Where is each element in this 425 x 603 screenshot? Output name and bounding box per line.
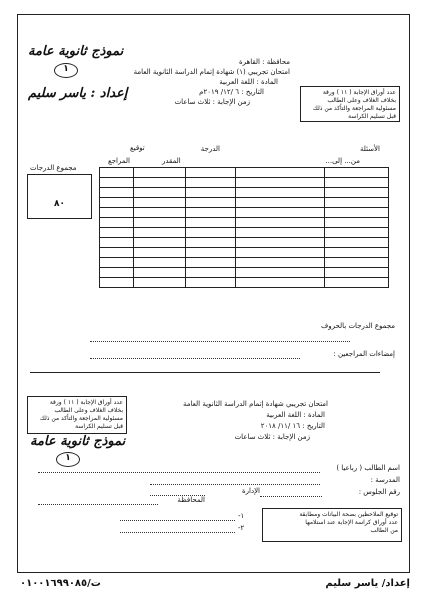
footer-phone: ت/٠١٠٠١٦٩٩٠٨٥ bbox=[20, 578, 101, 589]
grades-table-cell[interactable] bbox=[236, 258, 325, 268]
grades-table-cell[interactable] bbox=[186, 198, 236, 208]
model-number-circle: ١ bbox=[54, 63, 78, 78]
grades-table-row bbox=[100, 168, 389, 178]
grades-table-cell[interactable] bbox=[186, 208, 236, 218]
grades-table-cell[interactable] bbox=[325, 178, 389, 188]
grades-table-cell[interactable] bbox=[236, 178, 325, 188]
notice-line: عدد أوراق الإجابة ( ١١ ) ورقة bbox=[322, 89, 396, 96]
grades-table-cell[interactable] bbox=[236, 188, 325, 198]
grades-table-cell[interactable] bbox=[186, 168, 236, 178]
grades-table-cell[interactable] bbox=[236, 238, 325, 248]
grades-table-cell[interactable] bbox=[325, 268, 389, 278]
notice-line: قبل تسليم الكراسة bbox=[75, 423, 123, 430]
total-box bbox=[27, 174, 92, 219]
observers-line: توقيع الملاحظين بصحة البيانات ومطابقة bbox=[299, 511, 398, 518]
grades-table bbox=[99, 167, 389, 288]
grades-table-cell[interactable] bbox=[100, 268, 134, 278]
grades-table-cell[interactable] bbox=[134, 258, 186, 268]
lower-answer-sheets-notice bbox=[27, 396, 127, 434]
grades-table-cell[interactable] bbox=[236, 248, 325, 258]
grades-table-cell[interactable] bbox=[100, 168, 134, 178]
grades-table-cell[interactable] bbox=[100, 218, 134, 228]
total-label: مجموع الدرجات bbox=[30, 164, 77, 172]
student-name-field[interactable] bbox=[38, 472, 320, 473]
grades-table-row bbox=[100, 188, 389, 198]
observers-line: من الطالب bbox=[370, 527, 398, 534]
grades-table-cell[interactable] bbox=[236, 268, 325, 278]
grades-table-cell[interactable] bbox=[100, 178, 134, 188]
grades-table-cell[interactable] bbox=[236, 208, 325, 218]
grades-table-cell[interactable] bbox=[325, 168, 389, 178]
section-divider bbox=[30, 372, 380, 373]
grades-table-cell[interactable] bbox=[186, 238, 236, 248]
grades-table-cell[interactable] bbox=[134, 218, 186, 228]
grades-table-cell[interactable] bbox=[236, 278, 325, 288]
subject-label: المادة : اللغة العربية bbox=[219, 78, 278, 86]
grades-table-cell[interactable] bbox=[134, 168, 186, 178]
exam-date: التاريخ : ٦ /١٢/ ٢٠١٩م bbox=[199, 88, 264, 96]
grades-table-cell[interactable] bbox=[236, 198, 325, 208]
grades-table-cell[interactable] bbox=[134, 188, 186, 198]
notice-line: عدد أوراق الإجابة ( ١١ ) ورقة bbox=[49, 399, 123, 406]
grades-table-cell[interactable] bbox=[325, 238, 389, 248]
grades-table-cell[interactable] bbox=[325, 208, 389, 218]
author-handwritten: إعداد : ياسر سليم bbox=[28, 86, 128, 101]
grades-table-cell[interactable] bbox=[134, 178, 186, 188]
grade-header: الدرجة bbox=[200, 145, 220, 153]
grades-table-row bbox=[100, 258, 389, 268]
school-field[interactable] bbox=[150, 484, 320, 485]
notice-line: قبل تسليم الكراسة bbox=[348, 113, 396, 120]
grades-table-row bbox=[100, 228, 389, 238]
grades-table-cell[interactable] bbox=[325, 228, 389, 238]
student-name-label: اسم الطالب ( رباعيا ) bbox=[336, 464, 400, 472]
lower-duration: زمن الإجابة : ثلاث ساعات bbox=[234, 433, 310, 441]
reviewers-signatures-line[interactable] bbox=[90, 358, 300, 359]
grades-table-cell[interactable] bbox=[236, 218, 325, 228]
grades-table-cell[interactable] bbox=[325, 198, 389, 208]
grades-table-cell[interactable] bbox=[325, 258, 389, 268]
answer-sheets-notice bbox=[300, 86, 400, 122]
grades-table-cell[interactable] bbox=[100, 278, 134, 288]
grades-table-cell[interactable] bbox=[186, 188, 236, 198]
footer-author: إعداد/ ياسر سليم bbox=[325, 578, 410, 589]
grades-table-row bbox=[100, 278, 389, 288]
grades-table-row bbox=[100, 198, 389, 208]
observer-2-field[interactable] bbox=[120, 532, 235, 533]
grades-table-row bbox=[100, 248, 389, 258]
governorate-field[interactable] bbox=[38, 504, 158, 505]
administration-label: الإدارة bbox=[241, 487, 260, 495]
grades-table-cell[interactable] bbox=[100, 198, 134, 208]
grades-table-body bbox=[100, 168, 389, 288]
grades-table-cell[interactable] bbox=[100, 248, 134, 258]
grades-table-cell[interactable] bbox=[134, 278, 186, 288]
notice-line: مسئولية المراجعة والتأكد من ذلك bbox=[39, 415, 123, 422]
grades-table-cell[interactable] bbox=[100, 208, 134, 218]
questions-header: الأسئلة bbox=[360, 145, 380, 153]
grades-table-cell[interactable] bbox=[236, 228, 325, 238]
grades-table-cell[interactable] bbox=[186, 258, 236, 268]
grades-table-row bbox=[100, 238, 389, 248]
grades-table-row bbox=[100, 178, 389, 188]
governorate-field-label: المحافظة bbox=[177, 496, 205, 504]
grades-table-cell[interactable] bbox=[186, 178, 236, 188]
observer-1-field[interactable] bbox=[120, 520, 235, 521]
reviewers-signatures-label: إمضاءات المراجعين : bbox=[333, 350, 395, 358]
grades-table-cell[interactable] bbox=[134, 238, 186, 248]
grades-table-cell[interactable] bbox=[134, 198, 186, 208]
lower-model-title-handwritten: نموذج ثانوية عامة bbox=[30, 434, 126, 449]
grades-table-cell[interactable] bbox=[100, 258, 134, 268]
lower-subject: المادة : اللغة العربية bbox=[266, 411, 325, 419]
observers-line: عدد أوراق كراسة الإجابة عند استلامها bbox=[305, 519, 398, 526]
lower-exam-title: امتحان تجريبي شهادة إتمام الدراسة الثانوية العامة bbox=[183, 400, 328, 408]
notice-line: مسئولية المراجعة والتأكد من ذلك bbox=[312, 105, 396, 112]
lower-date: التاريخ : ١٦ /١١/ ٢٠١٨ bbox=[260, 422, 325, 430]
grades-table-cell[interactable] bbox=[100, 228, 134, 238]
exam-title: امتحان تجريبي (١) شهادة إتمام الدراسة الثانوية العامة bbox=[133, 68, 290, 76]
observer-1-label: -١ bbox=[238, 512, 245, 520]
estimator-header: المقدر bbox=[162, 157, 181, 165]
school-label: المدرسة : bbox=[370, 476, 400, 484]
observers-signature-box bbox=[262, 508, 402, 542]
model-title-handwritten: نموذج ثانوية عامة bbox=[28, 44, 124, 59]
grades-table-cell[interactable] bbox=[134, 228, 186, 238]
notice-line: بخلاف الغلاف وعلى الطالب bbox=[327, 97, 396, 104]
grades-table-cell[interactable] bbox=[325, 278, 389, 288]
notice-line: بخلاف الغلاف وعلى الطالب bbox=[54, 407, 123, 414]
signature-header: توقيع bbox=[130, 144, 145, 152]
duration-label: زمن الإجابة : ثلاث ساعات bbox=[174, 98, 250, 106]
seat-number-label: رقم الجلوس : bbox=[358, 488, 400, 496]
grades-table-cell[interactable] bbox=[325, 248, 389, 258]
grades-table-cell[interactable] bbox=[186, 248, 236, 258]
grades-table-cell[interactable] bbox=[134, 208, 186, 218]
grades-table-cell[interactable] bbox=[186, 278, 236, 288]
grades-in-letters-line[interactable] bbox=[90, 341, 350, 342]
grades-table-cell[interactable] bbox=[186, 228, 236, 238]
seat-number-field[interactable] bbox=[260, 496, 322, 497]
governorate-label: محافظة : القاهرة bbox=[238, 58, 290, 66]
grades-in-letters-label: مجموع الدرجات بالحروف bbox=[321, 322, 395, 330]
grades-table-cell[interactable] bbox=[325, 188, 389, 198]
lower-model-number-circle: ١ bbox=[56, 452, 80, 467]
grades-table-row bbox=[100, 218, 389, 228]
grades-table-cell[interactable] bbox=[236, 168, 325, 178]
grades-table-cell[interactable] bbox=[325, 218, 389, 228]
grades-table-cell[interactable] bbox=[134, 248, 186, 258]
from-to-header: من... إلى... bbox=[325, 157, 360, 165]
grades-table-cell[interactable] bbox=[186, 218, 236, 228]
grades-table-row bbox=[100, 208, 389, 218]
grades-table-cell[interactable] bbox=[134, 268, 186, 278]
observer-2-label: -٢ bbox=[238, 524, 245, 532]
total-value: ٨٠ bbox=[54, 199, 65, 209]
grades-table-cell[interactable] bbox=[186, 268, 236, 278]
grades-table-cell[interactable] bbox=[100, 238, 134, 248]
reviewer-header: المراجع bbox=[108, 157, 130, 165]
grades-table-row bbox=[100, 268, 389, 278]
grades-table-cell[interactable] bbox=[100, 188, 134, 198]
